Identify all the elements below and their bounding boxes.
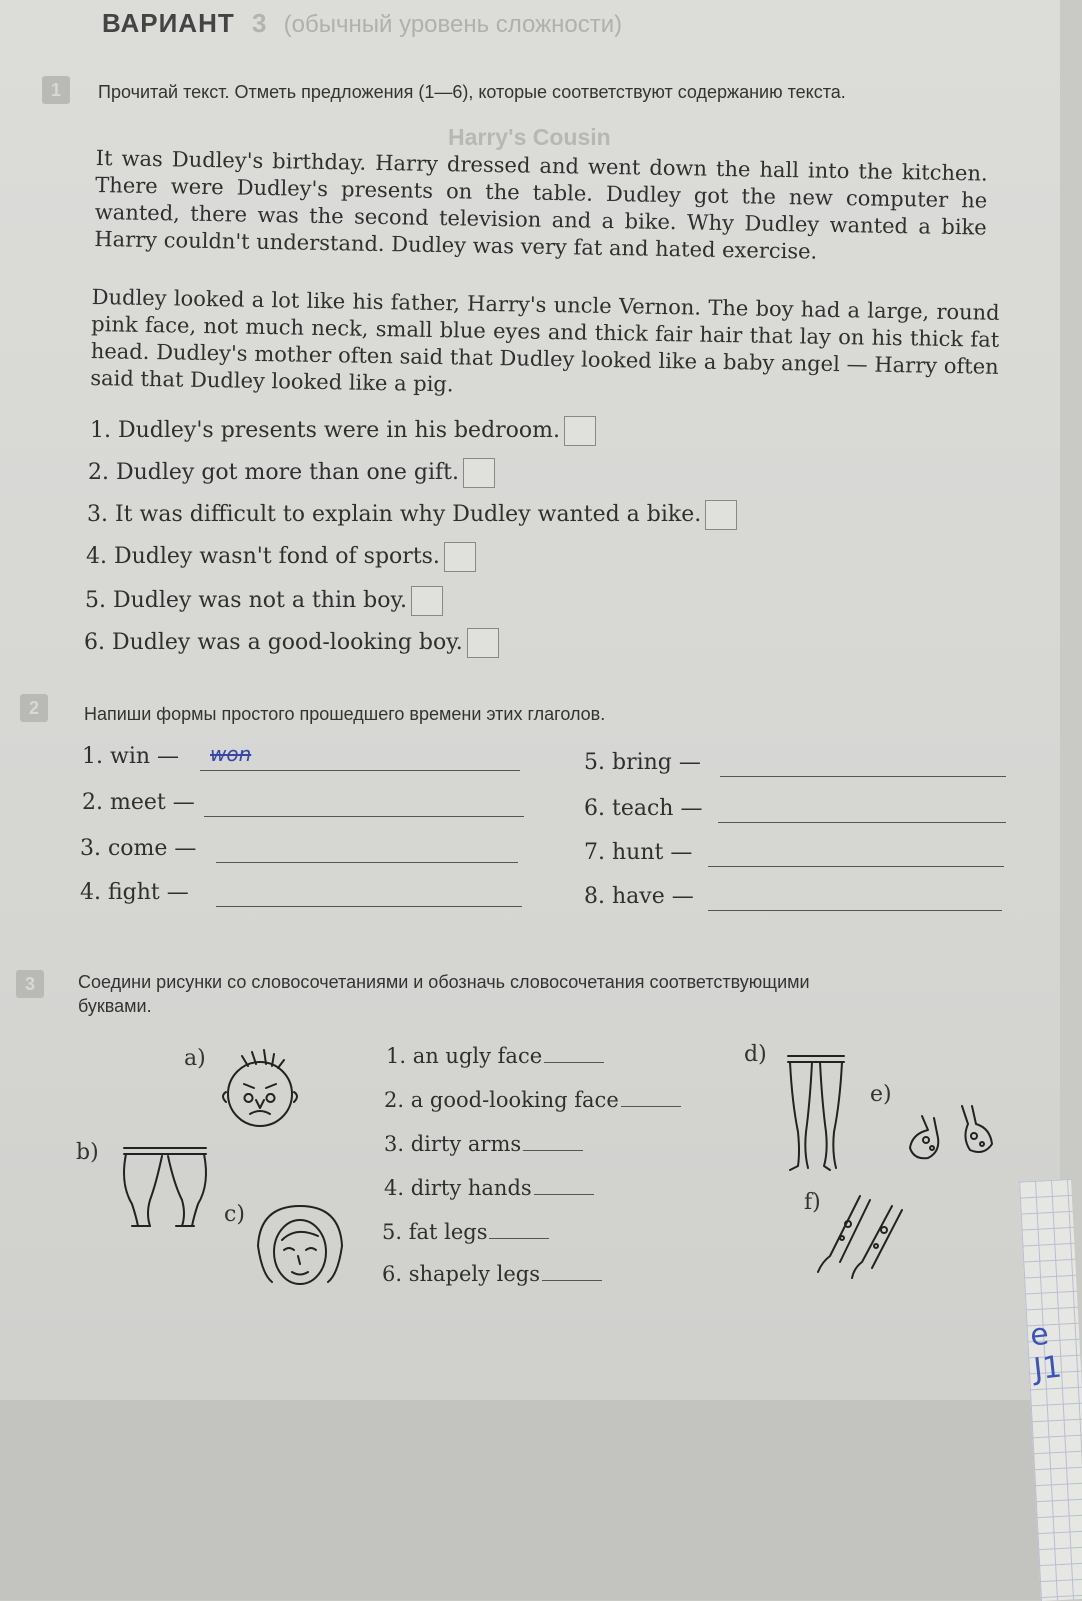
phrase-text: 2. a good-looking face — [384, 1088, 619, 1112]
story-paragraph-2 — [90, 284, 1000, 408]
statement-1 — [90, 416, 596, 446]
shapely-legs-picture[interactable] — [784, 1050, 848, 1174]
dirty-arms-picture[interactable] — [808, 1190, 908, 1282]
phrase-text: 3. dirty arms — [384, 1132, 522, 1156]
statement-6 — [84, 628, 499, 658]
statement-text: 3. It was difficult to explain why Dudley wanted a bike. — [87, 502, 702, 527]
phrase-3 — [384, 1132, 583, 1156]
picture-letter-d: d) — [744, 1042, 767, 1067]
task-1-number: 1 — [42, 76, 70, 104]
phrase-6-blank[interactable] — [542, 1280, 602, 1281]
statement-text: 1. Dudley's presents were in his bedroom. — [90, 418, 561, 443]
picture-letter-b: b) — [76, 1140, 99, 1165]
verb-4: 4. fight — — [80, 880, 189, 905]
task-3-instruction-line-2: буквами. — [78, 996, 152, 1016]
phrase-text: 5. fat legs — [382, 1220, 488, 1244]
statement-2-checkbox[interactable] — [463, 458, 495, 488]
verb-7: 7. hunt — — [584, 840, 693, 865]
statement-5-checkbox[interactable] — [411, 586, 443, 616]
picture-letter-e: e) — [870, 1082, 892, 1107]
verb-3-answer-line[interactable] — [216, 862, 518, 863]
verb-1-answer-line[interactable] — [200, 770, 520, 771]
statement-2 — [88, 458, 495, 488]
statement-1-checkbox[interactable] — [564, 416, 596, 446]
task-2-number: 2 — [20, 694, 48, 722]
task-3-number: 3 — [16, 970, 44, 998]
statement-5 — [85, 586, 443, 616]
verb-4-answer-line[interactable] — [216, 906, 522, 907]
picture-letter-c: c) — [224, 1202, 245, 1227]
task-1-instruction: Прочитай текст. Отметь предложения (1—6), которые соответствуют содержанию текста. — [98, 82, 846, 102]
statement-text: 5. Dudley was not a thin boy. — [85, 588, 407, 613]
phrase-4-blank[interactable] — [534, 1194, 594, 1195]
verb-2-answer-line[interactable] — [204, 816, 524, 817]
task-3-instruction-line-1: Соедини рисунки со словосочетаниями и обозначь словосочетания соответствующими — [78, 972, 810, 992]
phrase-text: 4. dirty hands — [384, 1176, 532, 1200]
variant-header — [102, 8, 622, 39]
difficulty-level: (обычный уровень сложности) — [283, 11, 623, 38]
verb-5-answer-line[interactable] — [720, 776, 1006, 777]
phrase-2-blank[interactable] — [621, 1106, 681, 1107]
verb-8: 8. have — — [584, 884, 694, 909]
good-looking-face-picture[interactable] — [254, 1200, 350, 1290]
ugly-face-picture[interactable] — [214, 1048, 310, 1136]
phrase-5-blank[interactable] — [489, 1238, 549, 1239]
phrase-2 — [384, 1088, 681, 1112]
story-paragraph-1 — [94, 145, 988, 269]
phrase-4 — [384, 1176, 594, 1200]
phrase-1-blank[interactable] — [544, 1062, 604, 1063]
statement-text: 6. Dudley was a good-looking boy. — [84, 630, 463, 655]
verb-1: 1. win — — [82, 744, 180, 769]
phrase-3-blank[interactable] — [523, 1150, 583, 1151]
verb-8-answer-line[interactable] — [708, 910, 1002, 911]
verb-6: 6. teach — — [584, 796, 703, 821]
phrase-text: 1. an ugly face — [386, 1044, 543, 1068]
verb-6-answer-line[interactable] — [718, 822, 1006, 823]
verb-2: 2. meet — — [82, 790, 195, 815]
phrase-6 — [382, 1262, 602, 1286]
variant-number: 3 — [251, 8, 267, 38]
statement-6-checkbox[interactable] — [467, 628, 499, 658]
statement-text: 4. Dudley wasn't fond of sports. — [86, 544, 440, 569]
variant-word: ВАРИАНТ — [102, 8, 235, 38]
verb-5: 5. bring — — [584, 750, 701, 775]
phrase-1 — [386, 1044, 604, 1068]
paragraph-2-text: Dudley looked a lot like his father, Harry's uncle Vernon. The boy had a large, round pink face, not much neck, small blue eyes and thick fair hair that lay on his thick fat head. Dudley's mother often said that Dudley looked like a baby angel — Harry often said that Dudley looked like a pig. — [90, 284, 1000, 397]
phrase-text: 6. shapely legs — [382, 1262, 541, 1286]
statement-4 — [86, 542, 476, 572]
margin-handwriting: e J1 — [1028, 1316, 1064, 1388]
dirty-hands-picture[interactable] — [902, 1100, 998, 1170]
statement-3-checkbox[interactable] — [705, 500, 737, 530]
phrase-5 — [382, 1220, 549, 1244]
verb-7-answer-line[interactable] — [708, 866, 1004, 867]
statement-4-checkbox[interactable] — [444, 542, 476, 572]
statement-text: 2. Dudley got more than one gift. — [88, 460, 459, 485]
verb-3: 3. come — — [80, 836, 197, 861]
story-title: Harry's Cousin — [448, 124, 611, 150]
statement-3 — [87, 500, 737, 530]
fat-legs-picture[interactable] — [118, 1142, 214, 1232]
picture-letter-a: a) — [184, 1046, 206, 1071]
picture-letter-f: f) — [804, 1190, 821, 1215]
task-2-instruction: Напиши формы простого прошедшего времени этих глаголов. — [84, 704, 606, 724]
handwritten-answer: won — [210, 742, 252, 766]
background-sheet — [0, 1400, 1082, 1600]
paragraph-1-text: It was Dudley's birthday. Harry dressed and went down the hall into the kitchen. There were Dudley's presents on the table. Dudley got the new computer he wanted, there was the second television and a bike. Why Dudley wanted a bike Harry couldn't understand. Dudley was very fat and hated exercise. — [94, 145, 988, 264]
